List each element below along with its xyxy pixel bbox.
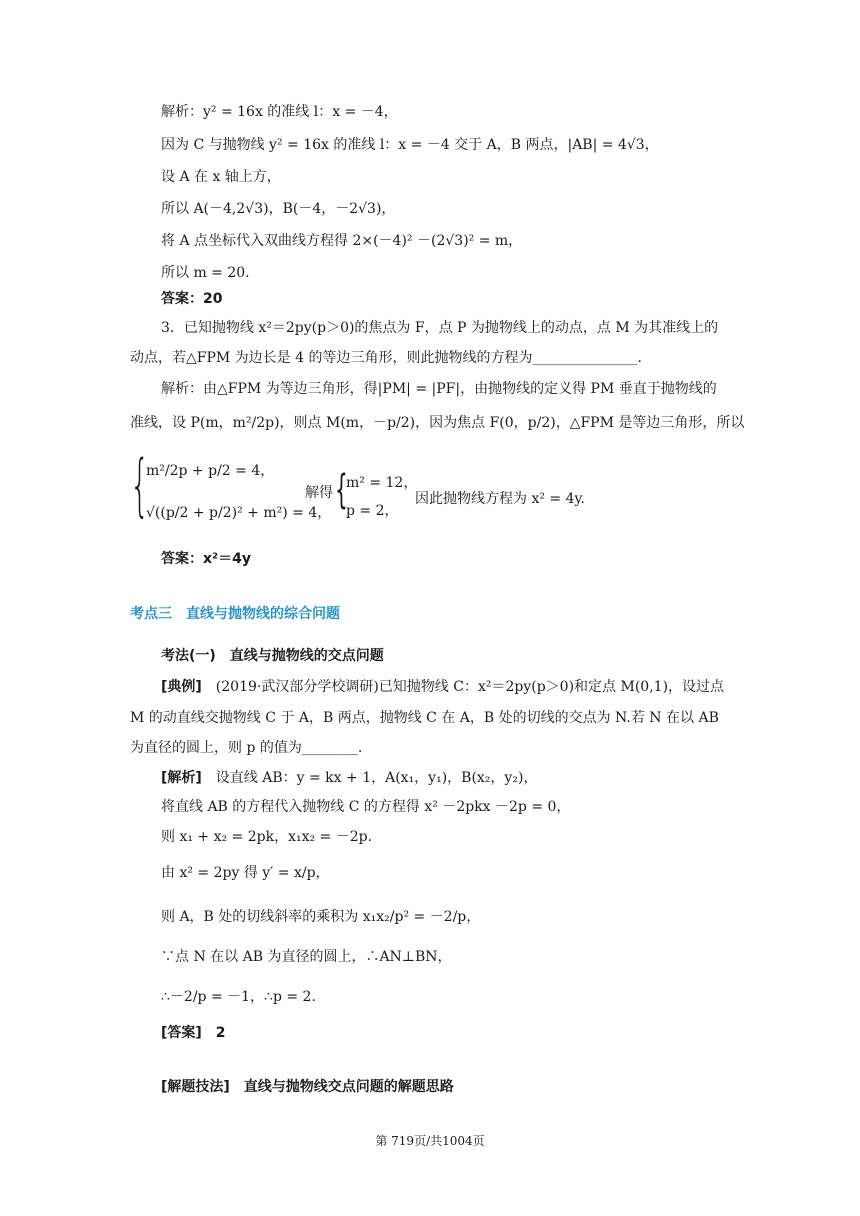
analysis-text-1: 设直线 AB：y = kx + 1，A(x₁，y₁)，B(x₂，y₂)，: [215, 770, 538, 786]
sol2-line-2: 因为 C 与抛物线 y² = 16x 的准线 l：x = －4 交于 A，B 两点，|AB| = 4√3，: [161, 137, 659, 153]
system-equation-2: √((p/2 + p/2)² + m²) = 4，: [146, 505, 332, 521]
system-equation-1: m²/2p + p/2 = 4，: [146, 463, 275, 479]
example-tag: [典例]: [161, 679, 202, 695]
solution-1: m² = 12，: [346, 475, 418, 491]
example-line-3: 为直径的圆上，则 p 的值为________.: [130, 740, 363, 756]
analysis-line-2: 将直线 AB 的方程代入抛物线 C 的方程得 x² －2pkx －2p = 0，: [161, 799, 571, 815]
sol2-answer: 答案：20: [161, 291, 223, 307]
conclusion: 因此抛物线方程为 x² = 4y.: [415, 491, 585, 507]
question-3-line-1: 3．已知抛物线 x²＝2py(p＞0)的焦点为 F，点 P 为抛物线上的动点，点 M 为其准线上的: [161, 320, 719, 336]
left-brace-icon: {: [130, 446, 150, 525]
solve-word: 解得: [305, 485, 333, 501]
section-title: 考点三 直线与抛物线的综合问题: [130, 606, 340, 622]
example-line-1: [161, 676, 724, 698]
sol3-answer: 答案：x²＝4y: [161, 551, 252, 567]
example-answer: [答案] 2: [161, 1025, 226, 1041]
analysis-line-3: 则 x₁ + x₂ = 2pk，x₁x₂ = －2p.: [161, 829, 373, 845]
question-3-line-2: 动点，若△FPM 为边长是 4 的等边三角形，则此抛物线的方程为_______________.: [130, 350, 642, 366]
example-source: (2019·武汉部分学校调研): [215, 679, 379, 695]
analysis-line-7: ∴－2/p = －1，∴p = 2.: [161, 989, 316, 1005]
analysis-line-5: 则 A，B 处的切线斜率的乘积为 x₁x₂/p² = －2/p，: [161, 909, 481, 925]
page-footer: 第 719页/共1004页: [375, 1134, 485, 1148]
solution-2: p = 2，: [346, 503, 399, 519]
analysis-tag: [解析]: [161, 770, 202, 786]
small-brace-icon: {: [335, 467, 348, 513]
sol2-line-3: 设 A 在 x 轴上方，: [161, 169, 281, 185]
equation-system: [130, 446, 750, 530]
example-line-2: M 的动直线交抛物线 C 于 A，B 两点，抛物线 C 在 A，B 处的切线的交点为 N.若 N 在以 AB: [130, 710, 719, 726]
method-title: 考法(一) 直线与抛物线的交点问题: [161, 648, 384, 664]
sol2-line-1: 解析：y² = 16x 的准线 l：x = －4，: [161, 104, 398, 120]
sol2-line-6: 所以 m = 20.: [161, 265, 250, 281]
sol2-line-4: 所以 A(－4,2√3)，B(－4，－2√3)，: [161, 201, 396, 217]
example-text-1: 已知抛物线 C：x²＝2py(p＞0)和定点 M(0,1)，设过点: [378, 679, 725, 695]
analysis-line-1: [161, 767, 537, 789]
sol2-line-5: 将 A 点坐标代入双曲线方程得 2×(－4)² －(2√3)² = m，: [161, 233, 523, 249]
sol3-line-2: 准线，设 P(m，m²/2p)，则点 M(m，－p/2)，因为焦点 F(0，p/2)，△FPM 是等边三角形，所以: [130, 415, 745, 431]
analysis-line-4: 由 x² = 2py 得 y′ = x/p，: [161, 865, 330, 881]
tips-title: [解题技法] 直线与抛物线交点问题的解题思路: [161, 1079, 454, 1095]
sol3-line-1: 解析：由△FPM 为等边三角形，得|PM| = |PF|，由抛物线的定义得 PM 垂直于抛物线的: [161, 381, 717, 397]
analysis-line-6: ∵点 N 在以 AB 为直径的圆上，∴AN⊥BN，: [161, 949, 452, 965]
